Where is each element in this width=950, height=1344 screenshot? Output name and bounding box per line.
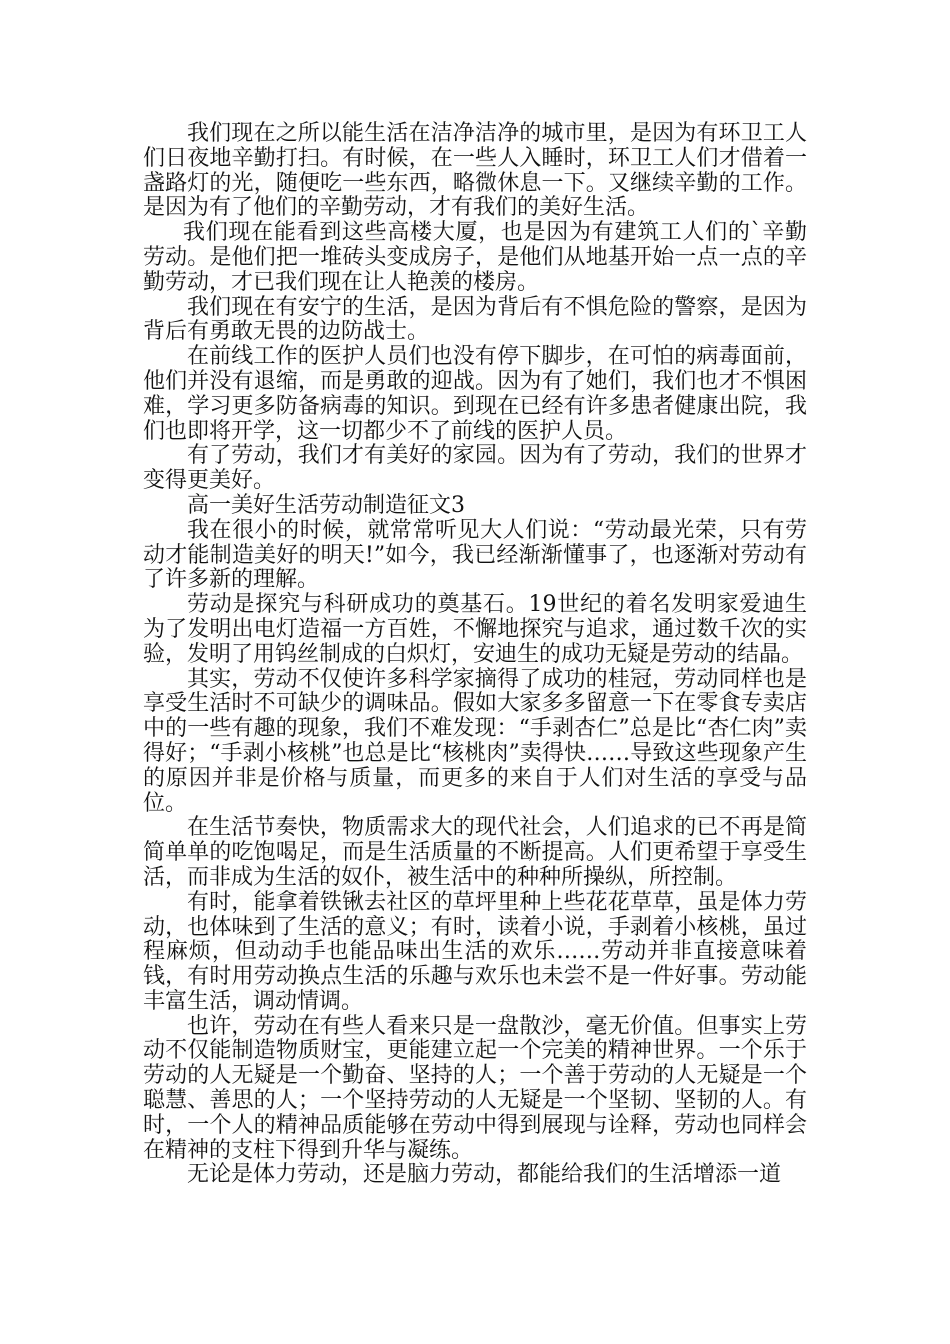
paragraph: 有了劳动，我们才有美好的家园。因为有了劳动，我们的世界才变得更美好。 — [143, 443, 807, 494]
paragraph: 无论是体力劳动，还是脑力劳动，都能给我们的生活增添一道 — [187, 1162, 782, 1188]
paragraph: 其实，劳动不仅使许多科学家摘得了成功的桂冠，劳动同样也是享受生活时不可缺少的调味品。假如大家多多留意一下在零食专卖店中的一些有趣的现象，我们不难发现：“手剥杏仁”总是比“杏仁肉”卖得好；“手剥小核桃”也总是比“核桃肉”卖得快……导致这些现象产生的原因并非是价格与质量，而更多的来自于人们对生活的享受与品位。 — [143, 666, 807, 816]
paragraph: 我在很小的时候，就常常听见大人们说：“劳动最光荣，只有劳动才能制造美好的明天!”如今，我已经渐渐懂事了，也逐渐对劳动有了许多新的理解。 — [143, 517, 807, 593]
document-body — [143, 122, 807, 1188]
paragraph: 在前线工作的医护人员们也没有停下脚步，在可怕的病毒面前，他们并没有退缩，而是勇敢的迎战。因为有了她们，我们也才不惧困难，学习更多防备病毒的知识。到现在已经有许多患者健康出院，我们也即将开学，这一切都少不了前线的医护人员。 — [143, 344, 807, 444]
paragraph: 我们现在有安宁的生活，是因为背后有不惧危险的警察，是因为背后有勇敢无畏的边防战士。 — [143, 294, 807, 345]
section-title: 高一美好生活劳动制造征文3 — [187, 492, 465, 518]
paragraph: 我们现在能看到这些高楼大厦，也是因为有建筑工人们的`辛勤劳动。是他们把一堆砖头变成房子，是他们从地基开始一点一点的辛勤劳动，才已我们现在让人艳羡的楼房。 — [143, 220, 807, 295]
paragraph: 在生活节奏快，物质需求大的现代社会，人们追求的已不再是简简单单的吃饱喝足，而是生活质量的不断提高。人们更希望于享受生活，而非成为生活的奴仆，被生活中的种种所操纵，所控制。 — [143, 815, 807, 890]
paragraph: 我们现在之所以能生活在洁净洁净的城市里，是因为有环卫工人们日夜地辛勤打扫。有时候，在一些人入睡时，环卫工人们才借着一盏路灯的光，随便吃一些东西，略微休息一下。又继续辛勤的工作。是因为有了他们的辛勤劳动，才有我们的美好生活。 — [143, 121, 807, 221]
paragraph: 有时，能拿着铁锹去社区的草坪里种上些花花草草，虽是体力劳动，也体味到了生活的意义；有时，读着小说，手剥着小核桃，虽过程麻烦，但动动手也能品味出生活的欢乐……劳动并非直接意味着钱，有时用劳动换点生活的乐趣与欢乐也未尝不是一件好事。劳动能丰富生活，调动情调。 — [143, 889, 807, 1014]
paragraph: 也许，劳动在有些人看来只是一盘散沙，毫无价值。但事实上劳动不仅能制造物质财宝，更能建立起一个完美的精神世界。一个乐于劳动的人无疑是一个勤奋、坚持的人；一个善于劳动的人无疑是一个聪慧、善思的人；一个坚持劳动的人无疑是一个坚韧、坚韧的人。有时，一个人的精神品质能够在劳动中得到展现与诠释，劳动也同样会在精神的支柱下得到升华与凝练。 — [143, 1013, 807, 1163]
paragraph: 劳动是探究与科研成功的奠基石。19世纪的着名发明家爱迪生为了发明出电灯造福一方百姓，不懈地探究与追求，通过数千次的实验，发明了用钨丝制成的白炽灯，安迪生的成功无疑是劳动的结晶。 — [143, 592, 807, 667]
